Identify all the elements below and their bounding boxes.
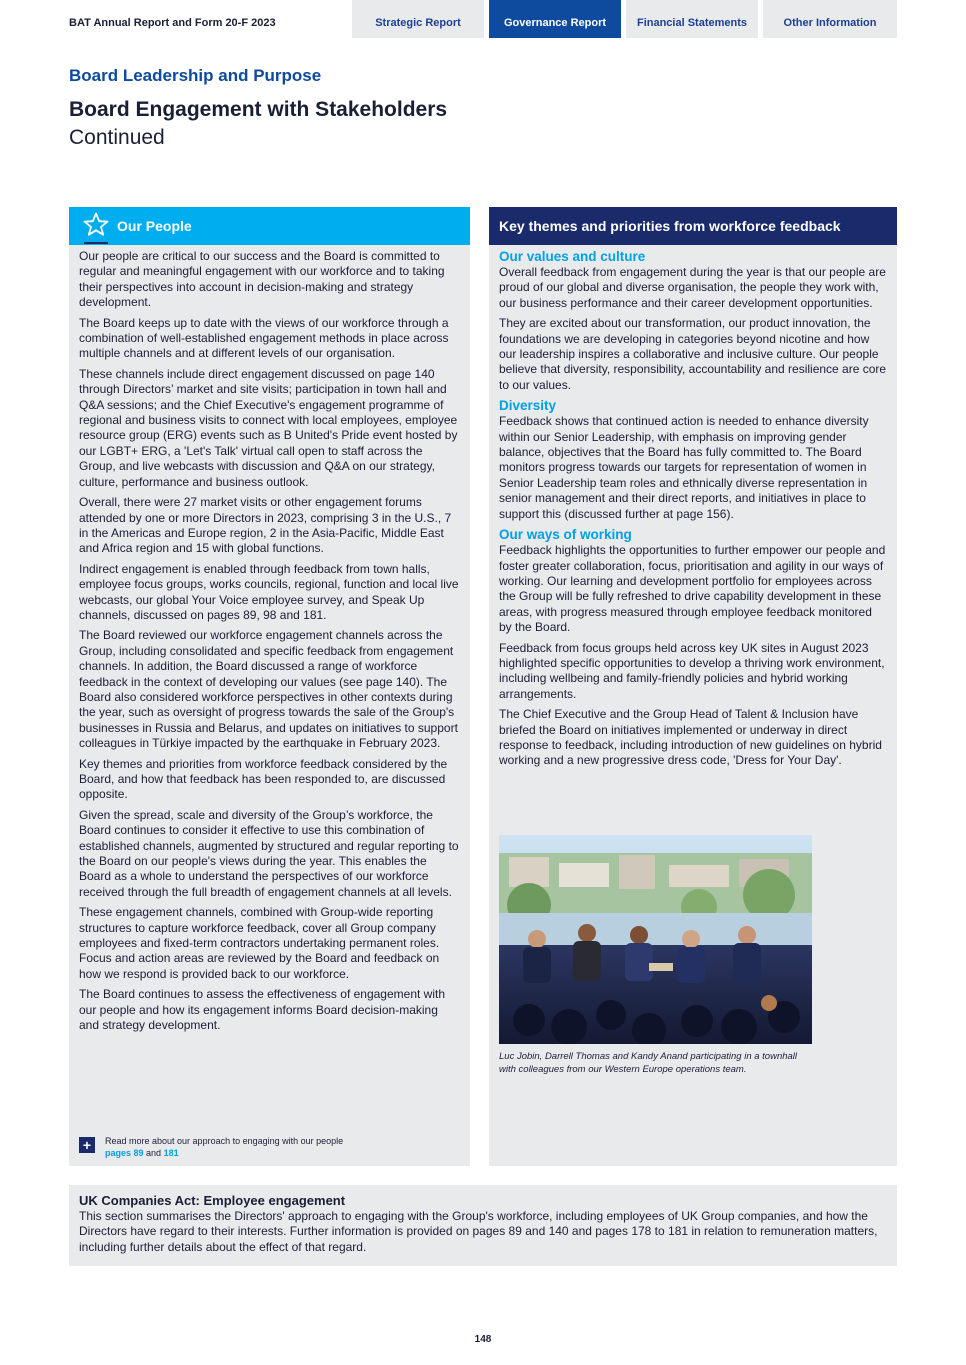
tab-financial-statements[interactable]: Financial Statements — [626, 0, 758, 38]
key-themes-panel — [489, 207, 897, 1166]
key-themes-header: Key themes and priorities from workforce feedback — [489, 207, 897, 245]
tab-other-information[interactable]: Other Information — [763, 0, 897, 38]
key-themes-body — [489, 245, 897, 769]
our-people-paragraph: Our people are critical to our success and the Board is committed to regular and meaningful engagement with our workforce and to taking their perspectives into account in decision-making and strategy development. — [79, 249, 445, 310]
values-culture-paragraph: They are excited about our transformation, our product innovation, the foundations we are developing in categories beyond nicotine and how our leadership inspires a collaborative and inclusive culture. Our people believe that diversity, responsibility, accountability and resilience are core to our values. — [499, 316, 887, 392]
ways-of-working-paragraph: Feedback highlights the opportunities to further empower our people and foster greater collaboration, focus, prioritisation and agility in our ways of working. Our learning and development portfolio for employees across the Group will be fully refreshed to drive capability development in these areas, with progress measured through employee feedback monitored by the Board. — [499, 543, 886, 635]
our-people-paragraph: Given the spread, scale and diversity of the Group’s workforce, the Board continues to consider it effective to use this combination of established channels, augmented by structured and regular reporting to the Board on our people's views during the year. This enables the Board as a whole to understand the perspectives of our workforce received through the full breadth of engagement channels at all levels. — [79, 807, 459, 899]
our-people-panel — [69, 207, 470, 1166]
values-culture-paragraph: Overall feedback from engagement during the year is that our people are proud of our global and diverse organisation, the people they work with, our business performance and their career development opportunities. — [499, 265, 886, 310]
report-title: BAT Annual Report and Form 20-F 2023 — [69, 17, 276, 29]
our-people-paragraph: The Board keeps up to date with the views of our workforce through a combination of well-established engagement methods in place across multiple channels and at different levels of our organisation. — [79, 315, 449, 361]
star-icon — [83, 212, 109, 240]
read-more — [79, 1135, 343, 1159]
diversity-paragraph: Feedback shows that continued action is needed to enhance diversity within our Senior Leadership, with emphasis on improving gender balance, objectives that the Board has fully committed to. The Board monitors progress towards our targets for representation of women in Senior Leadership team roles and ethnically diverse representation in senior management and their direct reports, and initiatives in place to support this (discussed further at page 156). — [499, 414, 869, 521]
our-people-paragraph: These channels include direct engagement discussed on page 140 through Directors’ market and site visits; participation in town hall and Q&A sessions; and the Chief Executive's engagement programme of regional and business visits to connect with local employees, employee resource group (ERG) events such as B United's Pride event hosted by our LGBT+ ERG, a 'Let's Talk' virtual call open to staff across the Group, and live webcasts with discussion and Q&A on our strategy, culture, performance and business outlook. — [79, 366, 458, 489]
read-more-text — [105, 1135, 343, 1159]
read-more-label: Read more about our approach to engaging with our people — [105, 1136, 344, 1146]
page-title: Board Engagement with Stakeholders — [69, 98, 448, 121]
our-people-paragraph: Overall, there were 27 market visits or other engagement forums attended by one or more Directors in 2023, comprising 3 in the U.S., 7 in the Americas and Europe region, 2 in the Asia-Pacific, Middle East and Africa region and 15 with global functions. — [79, 495, 452, 556]
plus-icon: + — [79, 1137, 95, 1153]
our-people-paragraph: Key themes and priorities from workforce feedback considered by the Board, and how that feedback has been responded to, are discussed opposite. — [79, 756, 448, 802]
tab-strategic-report[interactable]: Strategic Report — [352, 0, 484, 38]
uk-companies-act-text: This section summarises the Directors' approach to engaging with the Group's workforce, including employees of UK Group companies, and how the Directors have regard to their interests. Further information is provided on pages 89 and 140 and pages 178 to 181 in relation to remuneration matters, including further details about the effect of that regard. — [79, 1209, 878, 1254]
townhall-photo — [499, 835, 812, 1044]
section-heading: Board Leadership and Purpose — [69, 66, 322, 85]
ways-of-working-paragraph: Feedback from focus groups held across key UK sites in August 2023 highlighted specific opportunities to develop a thriving work environment, including wellbeing and family-friendly policies and hybrid working arrangements. — [499, 640, 885, 701]
read-more-link-181[interactable]: 181 — [163, 1148, 179, 1158]
photo-caption: Luc Jobin, Darrell Thomas and Kandy Anand participating in a townhall with colleagues from our Western Europe operations team. — [499, 1051, 798, 1075]
uk-companies-act-title: UK Companies Act: Employee engagement — [79, 1193, 346, 1208]
our-people-paragraph: These engagement channels, combined with Group-wide reporting structures to capture workforce feedback, cover all Group company employees and fixed-term contractors undertaking permanent roles. Focus and action areas are reviewed by the Board and feedback on how we respond is provided back to our workforce. — [79, 905, 440, 981]
star-underline — [84, 242, 108, 244]
read-more-and: and — [146, 1148, 162, 1158]
ways-of-working-heading: Our ways of working — [499, 527, 632, 543]
diversity-heading: Diversity — [499, 398, 557, 414]
our-people-body — [69, 245, 470, 1034]
top-navigation-bar — [0, 0, 966, 38]
our-people-title: Our People — [117, 218, 192, 234]
tab-governance-report[interactable]: Governance Report — [489, 0, 621, 38]
page-subtitle: Continued — [69, 126, 165, 149]
our-people-paragraph: The Board reviewed our workforce engagement channels across the Group, including consolidated and specific feedback from engagement channels. In addition, the Board discussed a range of workforce feedback in the context of developing our values (see page 140). The Board also considered workforce perspectives in other contexts during the year, such as oversight of progress towards the sale of the Group's businesses in Russia and Belarus, and updates on initiatives to support colleagues in Türkiye impacted by the earthquake in February 2023. — [79, 628, 458, 751]
page-number: 148 — [474, 1334, 492, 1345]
uk-companies-act-box — [69, 1185, 897, 1266]
our-people-header — [69, 207, 470, 245]
our-people-paragraph: The Board continues to assess the effectiveness of engagement with our people and how its engagement informs Board decision-making and strategy development. — [79, 987, 445, 1033]
ways-of-working-paragraph: The Chief Executive and the Group Head of Talent & Inclusion have briefed the Board on initiatives implemented or underway in direct response to feedback, including introduction of new guidelines on hybrid working and a new progressive dress code, 'Dress for Your Day'. — [499, 707, 882, 768]
values-culture-heading: Our values and culture — [499, 249, 646, 264]
read-more-link-pages-89[interactable]: pages 89 — [105, 1148, 144, 1158]
our-people-paragraph: Indirect engagement is enabled through feedback from town halls, employee focus groups, works councils, regional, function and local live webcasts, our global Your Voice employee survey, and Speak Up channels, discussed on pages 89, 98 and 181. — [79, 561, 459, 622]
